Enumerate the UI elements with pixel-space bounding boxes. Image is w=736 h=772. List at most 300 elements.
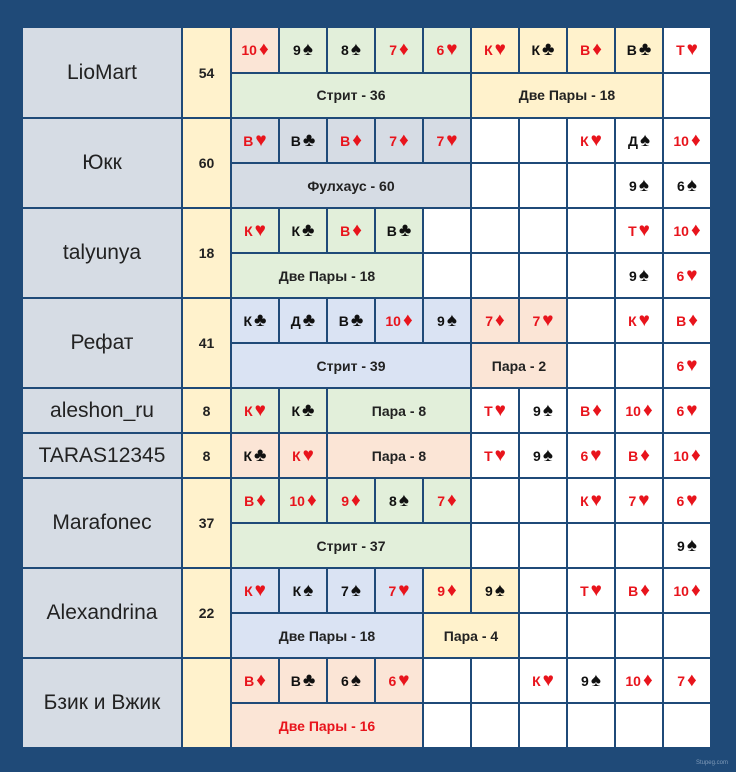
card-rank: 9	[293, 41, 301, 58]
card-cell	[664, 569, 710, 612]
card-cell	[232, 389, 278, 432]
player-name: talyunya	[23, 209, 181, 297]
empty-cell	[568, 614, 614, 657]
card-rank: 7	[628, 492, 637, 509]
card-rank: 6	[436, 41, 445, 58]
empty-cell	[568, 524, 614, 567]
card-cell	[568, 209, 614, 252]
card-suit-icon: ♣	[254, 445, 267, 466]
player-name: LioMart	[23, 28, 181, 117]
card-suit-icon: ♦	[642, 670, 653, 691]
card-rank: 10	[385, 312, 401, 329]
card-rank: 7	[532, 312, 541, 329]
player-name: Marafonec	[23, 479, 181, 567]
card-rank: 6	[676, 357, 685, 374]
card-suit-icon: ♥	[686, 265, 698, 286]
card-suit-icon: ♦	[306, 490, 317, 511]
card-cell	[664, 524, 710, 567]
empty-cell	[664, 704, 710, 747]
card-cell	[664, 28, 710, 72]
card-cell	[280, 119, 326, 162]
card-rank: Д	[627, 132, 638, 149]
card-rank: Т	[628, 222, 637, 239]
card-cell	[280, 569, 326, 612]
card-rank: 9	[437, 582, 446, 599]
card-cell	[328, 659, 374, 702]
card-rank: 8	[341, 41, 349, 58]
card-suit-icon: ♥	[254, 220, 266, 241]
card-suit-icon: ♦	[592, 400, 602, 421]
card-rank: 9	[341, 492, 350, 509]
player-name: TARAS12345	[23, 434, 181, 477]
card-rank: К	[532, 672, 541, 689]
card-cell	[328, 28, 374, 72]
card-suit-icon: ♦	[402, 310, 413, 331]
card-rank: В	[244, 492, 255, 509]
card-cell	[616, 569, 662, 612]
card-cell	[472, 479, 518, 522]
empty-cell	[520, 614, 566, 657]
card-cell	[424, 209, 470, 252]
card-suit-icon: ♠	[494, 580, 505, 601]
card-suit-icon: ♣	[302, 670, 316, 691]
card-rank: 6	[388, 672, 397, 689]
player-score: 60	[183, 119, 230, 207]
card-suit-icon: ♠	[446, 310, 457, 331]
card-suit-icon: ♥	[590, 490, 602, 511]
empty-cell	[616, 614, 662, 657]
card-cell	[232, 479, 278, 522]
combo-label: Стрит - 36	[232, 74, 470, 118]
card-rank: 7	[341, 582, 349, 599]
card-suit-icon: ♥	[446, 39, 458, 61]
card-rank: 9	[485, 582, 493, 599]
card-suit-icon: ♠	[350, 670, 361, 691]
card-cell	[664, 254, 710, 297]
card-suit-icon: ♦	[495, 310, 505, 331]
card-rank: К	[244, 222, 253, 239]
player-score: 8	[183, 389, 230, 432]
combo-label: Стрит - 37	[232, 524, 470, 567]
card-suit-icon: ♣	[638, 39, 652, 61]
card-suit-icon: ♦	[399, 130, 409, 151]
card-cell	[328, 299, 374, 342]
card-rank: 6	[341, 672, 349, 689]
card-cell	[520, 299, 566, 342]
card-cell	[664, 299, 710, 342]
card-cell	[664, 344, 710, 387]
card-rank: К	[628, 312, 637, 329]
combo-label: Стрит - 39	[232, 344, 470, 387]
card-rank: В	[290, 132, 301, 149]
card-rank: В	[244, 672, 255, 689]
card-rank: 10	[289, 492, 305, 509]
card-cell	[616, 209, 662, 252]
empty-cell	[664, 614, 710, 657]
empty-cell	[568, 164, 614, 207]
card-cell	[472, 119, 518, 162]
card-cell	[664, 389, 710, 432]
card-rank: 8	[389, 492, 397, 509]
card-cell	[568, 659, 614, 702]
empty-cell	[616, 344, 662, 387]
card-suit-icon: ♠	[542, 400, 553, 421]
card-rank: К	[580, 132, 589, 149]
card-suit-icon: ♦	[640, 580, 650, 601]
card-rank: 10	[673, 447, 689, 464]
card-rank: 7	[436, 132, 445, 149]
card-cell	[280, 299, 326, 342]
card-suit-icon: ♦	[351, 490, 361, 511]
card-suit-icon: ♠	[638, 265, 649, 286]
card-cell	[568, 479, 614, 522]
card-cell	[280, 479, 326, 522]
card-cell	[616, 434, 662, 477]
player-name: Alexandrina	[23, 569, 181, 657]
card-suit-icon: ♣	[350, 310, 364, 331]
card-cell	[232, 28, 278, 72]
empty-cell	[424, 254, 470, 297]
card-cell	[616, 389, 662, 432]
card-rank: К	[292, 447, 301, 464]
card-cell	[280, 389, 326, 432]
card-suit-icon: ♠	[686, 535, 697, 556]
card-cell	[520, 28, 566, 72]
card-rank: 6	[677, 177, 685, 194]
card-rank: Д	[290, 312, 301, 329]
empty-cell	[424, 704, 470, 747]
player-score: 8	[183, 434, 230, 477]
card-cell	[376, 659, 422, 702]
card-suit-icon: ♥	[398, 580, 410, 601]
card-cell	[664, 164, 710, 207]
card-cell	[664, 434, 710, 477]
card-cell	[376, 569, 422, 612]
combo-label: Две Пары - 18	[472, 74, 662, 118]
card-cell	[568, 389, 614, 432]
card-rank: 7	[389, 132, 398, 149]
card-suit-icon: ♦	[256, 490, 266, 511]
empty-cell	[568, 254, 614, 297]
card-rank: К	[291, 222, 301, 239]
card-rank: К	[580, 492, 589, 509]
card-cell	[232, 434, 278, 477]
card-suit-icon: ♦	[352, 130, 362, 151]
card-rank: К	[292, 582, 302, 599]
player-score: 22	[183, 569, 230, 657]
card-rank: 6	[676, 492, 685, 509]
card-suit-icon: ♥	[686, 400, 698, 421]
card-suit-icon: ♣	[302, 400, 315, 421]
combo-label: Две Пары - 18	[232, 254, 422, 297]
card-cell	[520, 569, 566, 612]
card-suit-icon: ♥	[446, 130, 458, 151]
player-name: Юкк	[23, 119, 181, 207]
player-score: 37	[183, 479, 230, 567]
card-rank: К	[484, 41, 493, 58]
card-cell	[376, 28, 422, 72]
card-cell	[424, 569, 470, 612]
card-rank: В	[580, 402, 591, 419]
card-suit-icon: ♠	[302, 39, 313, 61]
card-rank: 7	[437, 492, 446, 509]
card-suit-icon: ♦	[690, 130, 701, 151]
card-suit-icon: ♦	[640, 445, 650, 466]
card-rank: К	[243, 447, 253, 464]
card-suit-icon: ♥	[638, 310, 650, 331]
card-rank: Т	[484, 402, 493, 419]
player-name: Рефат	[23, 299, 181, 387]
player-name: aleshon_ru	[23, 389, 181, 432]
card-suit-icon: ♥	[254, 580, 266, 601]
card-suit-icon: ♥	[255, 130, 267, 151]
card-cell	[568, 28, 614, 72]
card-cell	[328, 209, 374, 252]
card-cell	[568, 434, 614, 477]
card-rank: 7	[485, 312, 494, 329]
card-cell	[424, 299, 470, 342]
player-score: 54	[183, 28, 230, 117]
card-suit-icon: ♣	[302, 310, 316, 331]
card-cell	[616, 254, 662, 297]
combo-label: Две Пары - 18	[232, 614, 422, 657]
card-cell	[328, 119, 374, 162]
card-suit-icon: ♦	[687, 670, 697, 691]
card-rank: 6	[580, 447, 589, 464]
combo-label: Фулхаус - 60	[232, 164, 470, 207]
card-cell	[664, 479, 710, 522]
card-cell	[568, 119, 614, 162]
empty-cell	[520, 164, 566, 207]
card-rank: В	[290, 672, 301, 689]
card-cell	[232, 659, 278, 702]
card-suit-icon: ♠	[590, 670, 601, 691]
combo-label: Пара - 8	[328, 389, 470, 432]
card-suit-icon: ♥	[302, 445, 314, 466]
card-cell	[616, 299, 662, 342]
card-cell	[520, 389, 566, 432]
card-rank: 6	[676, 267, 685, 284]
card-cell	[568, 299, 614, 342]
card-cell	[520, 479, 566, 522]
card-suit-icon: ♥	[398, 670, 410, 691]
card-suit-icon: ♥	[686, 355, 698, 376]
card-rank: 9	[533, 402, 541, 419]
empty-cell	[472, 524, 518, 567]
card-cell	[616, 479, 662, 522]
combo-label: Пара - 4	[424, 614, 518, 657]
card-suit-icon: ♦	[642, 400, 653, 421]
card-rank: К	[291, 402, 301, 419]
card-rank: 6	[676, 402, 685, 419]
card-cell	[328, 479, 374, 522]
empty-cell	[520, 254, 566, 297]
card-cell	[328, 569, 374, 612]
card-cell	[520, 659, 566, 702]
card-rank: Т	[484, 447, 493, 464]
card-rank: 10	[673, 222, 689, 239]
card-cell	[472, 389, 518, 432]
card-cell	[616, 659, 662, 702]
card-cell	[424, 119, 470, 162]
card-suit-icon: ♦	[447, 580, 457, 601]
card-rank: 10	[625, 672, 641, 689]
card-cell	[664, 119, 710, 162]
card-rank: 10	[673, 132, 689, 149]
card-rank: В	[340, 132, 351, 149]
empty-cell	[568, 344, 614, 387]
card-suit-icon: ♥	[494, 400, 506, 421]
card-rank: 9	[629, 177, 637, 194]
card-suit-icon: ♥	[590, 130, 602, 151]
card-suit-icon: ♠	[686, 175, 697, 196]
card-rank: 7	[389, 41, 398, 58]
card-cell	[568, 569, 614, 612]
empty-cell	[520, 524, 566, 567]
empty-cell	[472, 704, 518, 747]
card-rank: В	[676, 312, 687, 329]
card-suit-icon: ♥	[590, 580, 602, 601]
combo-label: Пара - 2	[472, 344, 566, 387]
card-suit-icon: ♥	[254, 400, 266, 421]
card-suit-icon: ♦	[688, 310, 698, 331]
card-suit-icon: ♣	[302, 220, 315, 241]
empty-cell	[472, 164, 518, 207]
card-rank: 7	[388, 582, 397, 599]
card-suit-icon: ♦	[592, 39, 602, 61]
card-suit-icon: ♠	[350, 39, 361, 61]
card-rank: 9	[533, 447, 541, 464]
card-rank: Т	[580, 582, 589, 599]
card-cell	[616, 164, 662, 207]
card-rank: 10	[241, 41, 257, 58]
card-rank: 10	[625, 402, 641, 419]
card-suit-icon: ♠	[398, 490, 409, 511]
card-rank: К	[244, 582, 253, 599]
card-cell	[472, 659, 518, 702]
card-cell	[472, 434, 518, 477]
empty-cell	[616, 704, 662, 747]
card-suit-icon: ♥	[686, 39, 698, 61]
card-suit-icon: ♦	[352, 220, 362, 241]
card-suit-icon: ♣	[302, 130, 316, 151]
player-score	[183, 659, 230, 747]
player-score: 18	[183, 209, 230, 297]
watermark: Stupeg.com	[695, 760, 728, 766]
card-cell	[520, 209, 566, 252]
card-rank: 9	[629, 267, 637, 284]
card-cell	[376, 299, 422, 342]
card-cell	[376, 209, 422, 252]
card-suit-icon: ♦	[690, 445, 701, 466]
combo-label: Две Пары - 16	[232, 704, 422, 747]
card-rank: 9	[437, 312, 445, 329]
card-rank: В	[386, 222, 397, 239]
card-suit-icon: ♠	[639, 130, 651, 151]
card-rank: 10	[673, 582, 689, 599]
player-score: 41	[183, 299, 230, 387]
card-suit-icon: ♠	[350, 580, 361, 601]
card-cell	[424, 479, 470, 522]
card-suit-icon: ♥	[542, 670, 554, 691]
card-cell	[376, 119, 422, 162]
card-cell	[424, 659, 470, 702]
card-suit-icon: ♦	[256, 670, 266, 691]
card-cell	[232, 569, 278, 612]
card-cell	[424, 28, 470, 72]
card-cell	[664, 209, 710, 252]
card-suit-icon: ♠	[638, 175, 649, 196]
card-rank: 9	[581, 672, 589, 689]
empty-cell	[664, 74, 710, 118]
card-cell	[472, 28, 518, 72]
card-suit-icon: ♦	[258, 39, 269, 61]
card-rank: 9	[677, 537, 685, 554]
card-suit-icon: ♣	[398, 220, 412, 241]
card-cell	[616, 28, 662, 72]
card-suit-icon: ♣	[254, 310, 267, 331]
card-cell	[664, 659, 710, 702]
card-cell	[280, 28, 326, 72]
card-suit-icon: ♥	[638, 490, 650, 511]
card-suit-icon: ♦	[690, 580, 701, 601]
card-cell	[616, 119, 662, 162]
player-name: Бзик и Вжик	[23, 659, 181, 747]
card-cell	[472, 209, 518, 252]
card-suit-icon: ♦	[447, 490, 457, 511]
card-cell	[376, 479, 422, 522]
card-suit-icon: ♣	[542, 39, 555, 61]
card-cell	[472, 299, 518, 342]
card-rank: В	[338, 312, 349, 329]
card-rank: В	[628, 582, 639, 599]
card-suit-icon: ♥	[638, 220, 650, 241]
empty-cell	[568, 704, 614, 747]
combo-label: Пара - 8	[328, 434, 470, 477]
card-suit-icon: ♥	[494, 39, 506, 61]
card-cell	[232, 299, 278, 342]
card-cell	[232, 209, 278, 252]
card-cell	[280, 659, 326, 702]
card-suit-icon: ♥	[494, 445, 506, 466]
empty-cell	[472, 254, 518, 297]
card-rank: Т	[676, 41, 685, 58]
card-cell	[280, 434, 326, 477]
card-rank: В	[340, 222, 351, 239]
empty-cell	[616, 524, 662, 567]
card-suit-icon: ♦	[399, 39, 409, 61]
card-suit-icon: ♦	[690, 220, 701, 241]
card-suit-icon: ♥	[686, 490, 698, 511]
empty-cell	[520, 704, 566, 747]
card-rank: В	[580, 41, 591, 58]
card-rank: К	[531, 41, 541, 58]
card-suit-icon: ♥	[542, 310, 554, 331]
card-rank: К	[244, 402, 253, 419]
card-rank: В	[628, 447, 639, 464]
card-cell	[520, 119, 566, 162]
card-suit-icon: ♠	[542, 445, 553, 466]
card-rank: К	[243, 312, 253, 329]
card-suit-icon: ♠	[303, 580, 314, 601]
card-rank: 7	[677, 672, 686, 689]
card-cell	[520, 434, 566, 477]
card-cell	[472, 569, 518, 612]
card-rank: В	[243, 132, 254, 149]
card-rank: В	[626, 41, 637, 58]
card-cell	[232, 119, 278, 162]
card-suit-icon: ♥	[590, 445, 602, 466]
